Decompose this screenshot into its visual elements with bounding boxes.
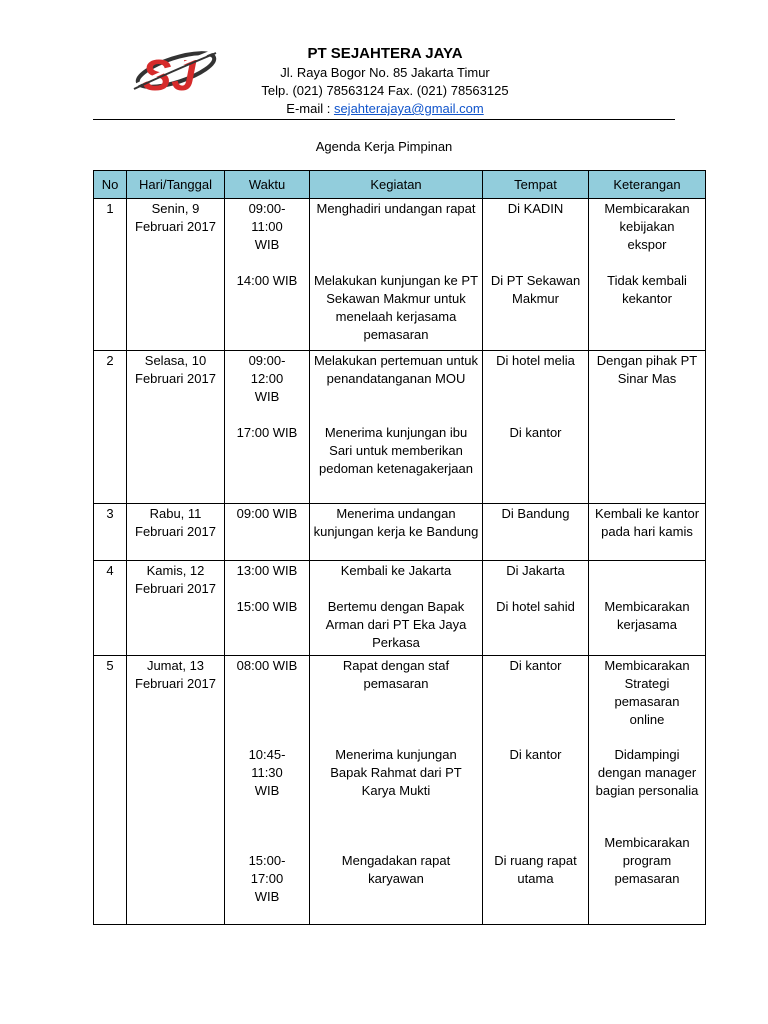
cell-activity [310,656,483,925]
cell-note [589,561,706,656]
cell-note [589,504,706,561]
document-title: Agenda Kerja Pimpinan [315,139,453,154]
cell-activity [310,199,483,351]
cell-time [225,656,310,925]
cell-place [483,656,589,925]
entry-activity: Menghadiri undangan rapat [316,201,476,216]
entry-time: 10:45-11:30 WIB [248,747,286,798]
logo-text: SJ [142,51,196,100]
header-date: Hari/Tanggal [127,171,225,199]
table-header-row [94,171,706,199]
cell-date: Jumat, 13 Februari 2017 [127,656,225,925]
cell-note [589,199,706,351]
entry-place: Di Jakarta [506,563,565,578]
entry-time: 14:00 WIB [236,273,298,288]
cell-place [483,351,589,504]
entry-activity: Melakukan pertemuan untuk penandatanganan MOU [313,353,479,386]
entry-place: Di kantor [509,747,562,762]
cell-place [483,199,589,351]
cell-no: 5 [94,656,127,925]
entry-note: Membicarakan program pemasaran [604,835,690,886]
entry-activity: Bertemu dengan Bapak Arman dari PT Eka Jaya Perkasa [325,599,467,650]
entry-note: Membicarakan kebijakan ekspor [604,201,690,252]
cell-time [225,199,310,351]
entry-activity: Mengadakan rapat karyawan [341,853,451,886]
entry-time: 13:00 WIB [236,563,298,578]
company-info [230,44,540,118]
cell-date: Senin, 9 Februari 2017 [127,199,225,351]
entry-note: Tidak kembali kekantor [607,273,687,306]
cell-no: 2 [94,351,127,504]
entry-note: Kembali ke kantor pada hari kamis [594,506,700,539]
entry-place: Di ruang rapat utama [494,853,577,886]
cell-time [225,504,310,561]
entry-time: 09:00 WIB [236,506,298,521]
entry-note [592,562,702,598]
cell-no: 1 [94,199,127,351]
table-row [94,351,706,504]
cell-activity [310,561,483,656]
table-row [94,504,706,561]
entry-activity: Menerima kunjungan Bapak Rahmat dari PT Karya Mukti [330,747,462,798]
table-row [94,561,706,656]
cell-no: 4 [94,561,127,656]
entry-note: Membicarakan Strategi pemasaran online [604,658,690,727]
email-link[interactable]: sejahterajaya@gmail.com [333,101,484,116]
entry-place: Di hotel sahid [496,599,575,614]
company-logo [130,42,220,100]
cell-note [589,656,706,925]
entry-time: 08:00 WIB [236,658,298,673]
table-row [94,656,706,925]
cell-date: Selasa, 10 Februari 2017 [127,351,225,504]
header-time: Waktu [225,171,310,199]
header-activity: Kegiatan [310,171,483,199]
header-no: No [94,171,127,199]
entry-note: Didampingi dengan manager bagian personalia [595,747,699,798]
entry-time: 17:00 WIB [236,425,298,440]
entry-note: Dengan pihak PT Sinar Mas [596,353,698,386]
email-label: E-mail : [286,101,334,116]
cell-time [225,351,310,504]
cell-place [483,561,589,656]
cell-activity [310,504,483,561]
entry-note: Membicarakan kerjasama [604,599,690,632]
cell-no: 3 [94,504,127,561]
entry-time: 09:00-12:00 WIB [248,353,286,404]
cell-date: Kamis, 12 Februari 2017 [127,561,225,656]
cell-note [589,351,706,504]
company-address: Jl. Raya Bogor No. 85 Jakarta Timur [280,65,490,80]
header-place: Tempat [483,171,589,199]
entry-place: Di kantor [509,425,562,440]
entry-time: 09:00-11:00 WIB [248,201,286,252]
entry-activity: Menerima kunjungan ibu Sari untuk memberikan pedoman ketenagakerjaan [319,425,473,476]
entry-activity: Rapat dengan staf pemasaran [342,658,450,691]
header-divider [93,119,675,120]
cell-place [483,504,589,561]
entry-place: Di KADIN [507,201,564,216]
entry-place: Di PT Sekawan Makmur [490,273,581,306]
entry-activity: Menerima undangan kunjungan kerja ke Bandung [313,506,479,539]
entry-place: Di hotel melia [496,353,575,368]
entry-place: Di Bandung [501,506,570,521]
company-phone-fax: Telp. (021) 78563124 Fax. (021) 78563125 [261,83,509,98]
entry-time: 15:00-17:00 WIB [248,853,286,904]
entry-place: Di kantor [509,658,562,673]
header-note: Keterangan [589,171,706,199]
entry-activity: Melakukan kunjungan ke PT Sekawan Makmur untuk menelaah kerjasama pemasaran [313,273,479,342]
letterhead [0,0,768,125]
cell-time [225,561,310,656]
cell-date: Rabu, 11 Februari 2017 [127,504,225,561]
company-email-line [230,100,540,118]
entry-activity: Kembali ke Jakarta [340,563,452,578]
entry-time: 15:00 WIB [236,599,298,614]
company-name: PT SEJAHTERA JAYA [307,45,463,62]
table-row [94,199,706,351]
cell-activity [310,351,483,504]
agenda-table [93,170,706,925]
